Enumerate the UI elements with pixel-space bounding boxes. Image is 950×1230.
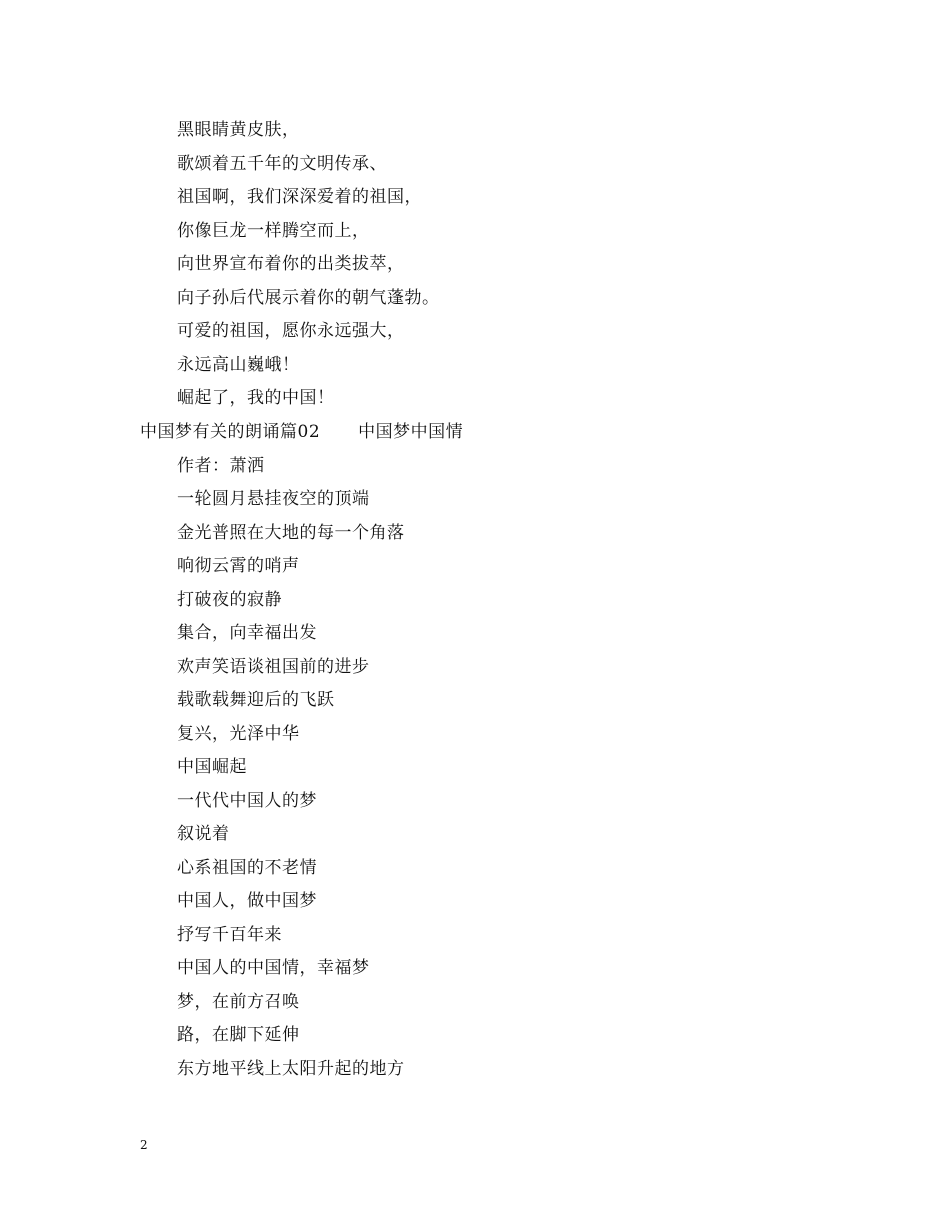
poem-line: 向世界宣布着你的出类拔萃，	[177, 254, 405, 274]
poem-line: 中国人的中国情，幸福梦	[177, 958, 370, 978]
poem-line: 中国崛起	[177, 757, 247, 777]
poem-line: 永远高山巍峨！	[177, 355, 300, 375]
poem-line: 载歌载舞迎后的飞跃	[177, 690, 335, 710]
poem-line: 崛起了，我的中国！	[177, 388, 335, 408]
poem-line: 复兴，光泽中华	[177, 724, 300, 744]
poem-line: 向子孙后代展示着你的朝气蓬勃。	[177, 288, 440, 308]
poem-line: 可爱的祖国，愿你永远强大，	[177, 321, 405, 341]
poem-line: 东方地平线上太阳升起的地方	[177, 1059, 405, 1079]
poem-line: 打破夜的寂静	[177, 590, 282, 610]
poem-line: 梦，在前方召唤	[177, 992, 300, 1012]
poem-line: 一代代中国人的梦	[177, 791, 317, 811]
author-line: 作者：萧洒	[177, 456, 265, 476]
section-heading-title: 中国梦中国情	[358, 422, 464, 442]
poem-line: 金光普照在大地的每一个角落	[177, 523, 405, 543]
poem-line: 一轮圆月悬挂夜空的顶端	[177, 489, 370, 509]
section-heading-label: 中国梦有关的朗诵篇02	[140, 422, 321, 442]
poem-line: 欢声笑语谈祖国前的进步	[177, 657, 370, 677]
poem-line: 你像巨龙一样腾空而上，	[177, 221, 370, 241]
poem-line: 祖国啊，我们深深爱着的祖国，	[177, 187, 422, 207]
page-number: 2	[140, 1138, 148, 1152]
poem-line: 歌颂着五千年的文明传承、	[177, 154, 387, 174]
poem-line: 黑眼睛黄皮肤，	[177, 120, 300, 140]
poem-line: 路，在脚下延伸	[177, 1025, 300, 1045]
section-heading	[140, 421, 463, 443]
poem-line: 中国人，做中国梦	[177, 891, 317, 911]
poem-line: 叙说着	[177, 824, 230, 844]
poem-line: 心系祖国的不老情	[177, 858, 317, 878]
poem-line: 集合，向幸福出发	[177, 623, 317, 643]
poem-line: 响彻云霄的哨声	[177, 556, 300, 576]
poem-line: 抒写千百年来	[177, 925, 282, 945]
